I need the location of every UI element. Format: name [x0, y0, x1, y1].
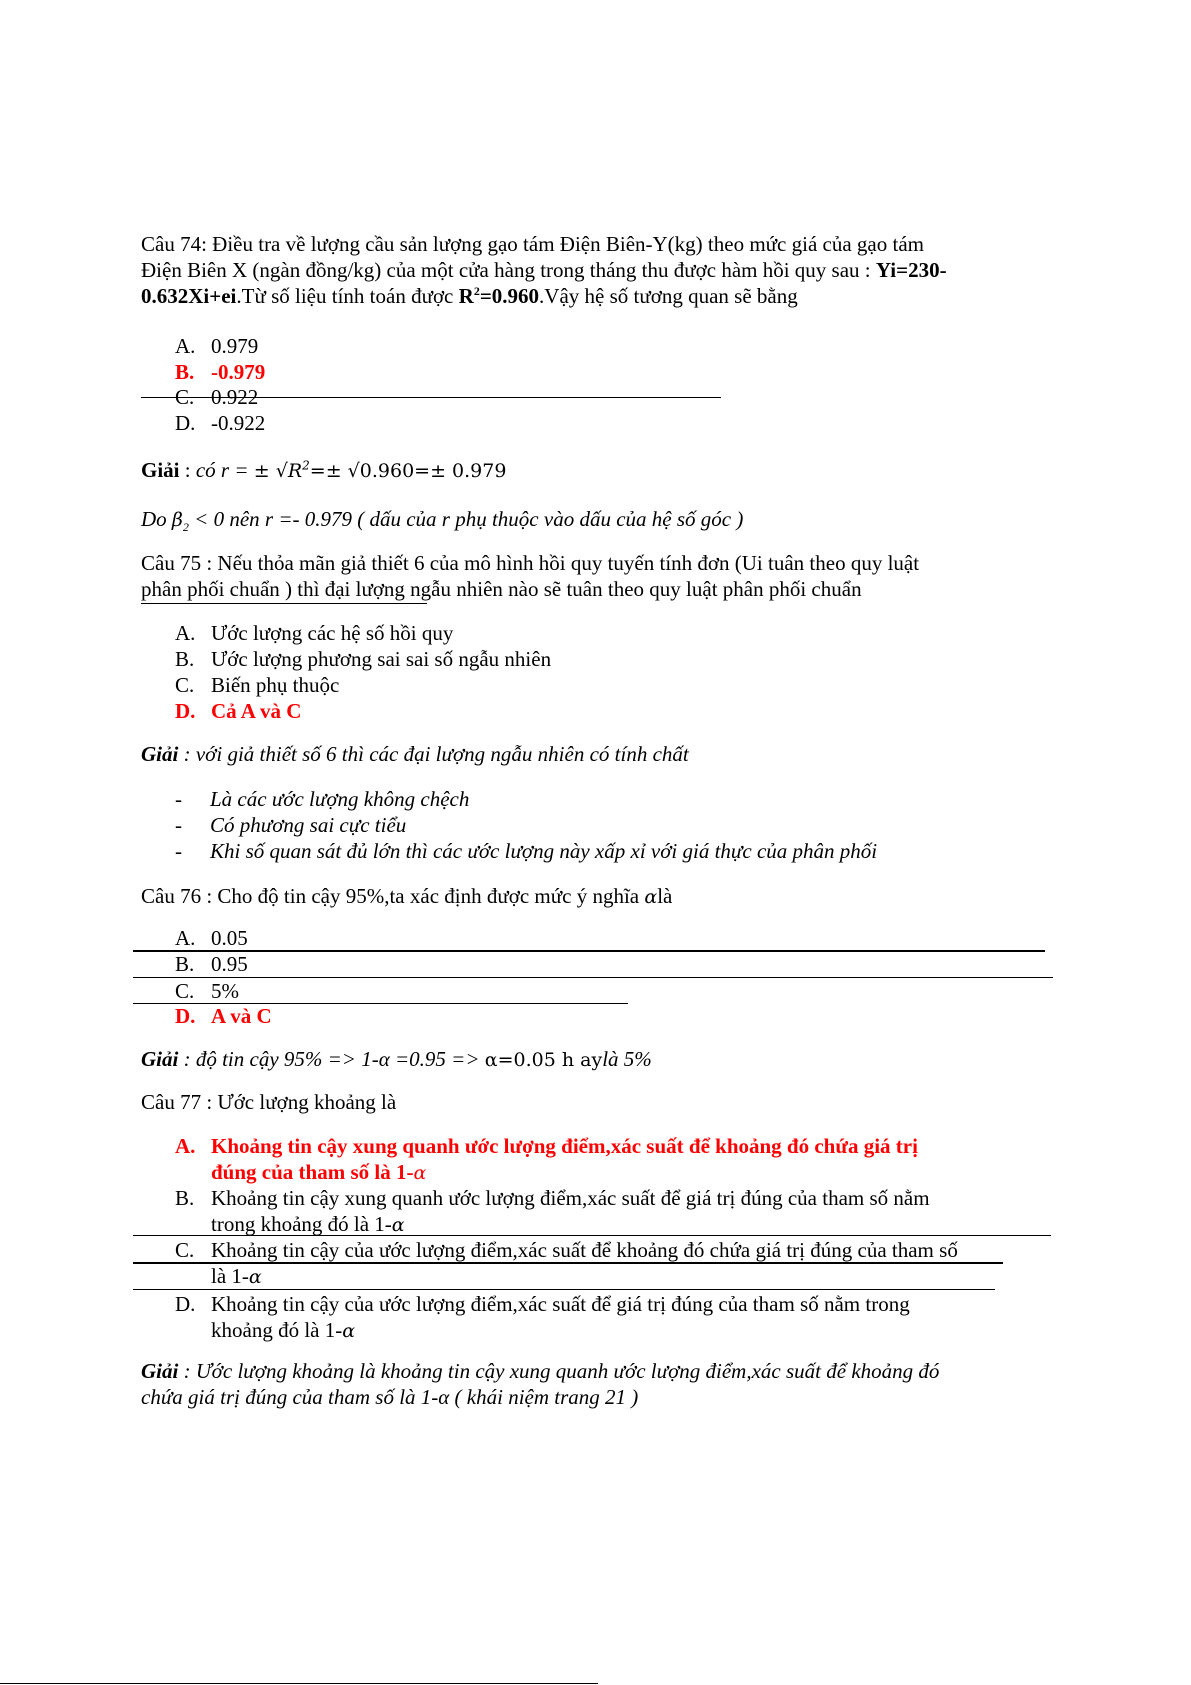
option-label: A. [175, 1134, 196, 1158]
q77-stem: Câu 77 : Ước lượng khoảng là [141, 1090, 397, 1114]
alpha-symbol: α [644, 886, 658, 908]
option-text: -0.979 [211, 360, 266, 384]
solution-text: : với giả thiết số 6 thì các đại lượng ngẫu nhiên có tính chất [178, 742, 689, 766]
option-label: A. [175, 621, 196, 645]
alpha-symbol: α [342, 1320, 356, 1342]
q74-stem-text: Điện Biên X (ngàn đồng/kg) của một cửa hàng trong tháng thu được hàm hồi quy sau : [141, 258, 876, 282]
q76-option-d-correct[interactable] [175, 1003, 272, 1029]
option-label: C. [175, 1238, 195, 1262]
solution-label: Giải [141, 1359, 179, 1383]
option-label: A. [175, 926, 196, 950]
q74-stem-line3 [141, 283, 1041, 309]
q77-option-a-correct[interactable] [175, 1133, 1055, 1186]
solution-formula: α=0.05 h ay [484, 1049, 603, 1071]
solution-text: : Ước lượng khoảng là khoảng tin cậy xung quanh ước lượng điểm,xác suất để khoảng đó [178, 1359, 940, 1383]
option-text: 0.922 [211, 385, 259, 409]
q77-solution-line2: chứa giá trị đúng của tham số là 1-α ( khái niệm trang 21 ) [141, 1385, 639, 1409]
q76-option-b[interactable] [175, 951, 248, 977]
beta-subscript: 2 [182, 520, 189, 535]
note-text: < 0 nên r =- 0.979 ( dấu của r phụ thuộc vào dấu của hệ số góc ) [188, 507, 744, 531]
option-text-line1: Khoảng tin cậy của ước lượng điểm,xác suất để khoảng đó chứa giá trị đúng của tham số [211, 1238, 958, 1262]
bullet-text: Là các ước lượng không chệch [210, 787, 470, 811]
q74-option-a[interactable] [175, 333, 258, 359]
horizontal-rule [133, 1289, 995, 1290]
q75-bullet-3 [175, 838, 877, 864]
option-text: A và C [211, 1004, 272, 1028]
horizontal-rule [141, 397, 721, 398]
option-label: D. [175, 1004, 196, 1028]
q75-stem-line1: Câu 75 : Nếu thỏa mãn giả thiết 6 của mô hình hồi quy tuyến tính đơn (Ui tuân theo quy luật [141, 551, 920, 575]
q74-solution [141, 457, 1041, 484]
option-text-line1: Khoảng tin cậy xung quanh ước lượng điểm,xác suất để khoảng đó chứa giá trị [211, 1134, 918, 1158]
option-label: B. [175, 952, 195, 976]
r-symbol: R [458, 284, 474, 308]
option-text: 0.979 [211, 334, 259, 358]
q74-stem-line1: Câu 74: Điều tra về lượng cầu sản lượng gạo tám Điện Biên-Y(kg) theo mức giá của gạo tám [141, 232, 924, 256]
q74-equation-part2: 0.632Xi+ei [141, 284, 237, 308]
q74-stem-mid: .Từ số liệu tính toán được [236, 284, 459, 308]
solution-label: Giải [141, 1047, 179, 1071]
option-text-line1: Khoảng tin cậy của ước lượng điểm,xác suất để giá trị đúng của tham số nằm trong [211, 1292, 910, 1316]
q74-stem-end: .Vậy hệ số tương quan sẽ bằng [539, 284, 798, 308]
formula-exponent: 2 [302, 458, 310, 473]
option-text: -0.922 [211, 411, 266, 435]
formula-part: =± √0.960=± 0.979 [309, 460, 507, 482]
option-text-line2: đúng của tham số là 1- [211, 1160, 414, 1184]
option-label: B. [175, 647, 195, 671]
option-text-line2: là 1- [211, 1264, 249, 1288]
r-value: =0.960 [479, 284, 540, 308]
alpha-symbol: α [391, 1214, 405, 1236]
option-label: C. [175, 979, 195, 1003]
stem-text: là [657, 884, 673, 908]
option-text: Ước lượng phương sai sai số ngẫu nhiên [211, 647, 552, 671]
page-bottom-rule [0, 1683, 598, 1684]
option-label: C. [175, 673, 195, 697]
bullet-dash: - [175, 787, 182, 811]
option-text: 0.05 [211, 926, 248, 950]
q74-equation-part1: Yi=230- [875, 258, 947, 282]
formula-part: ± √R [253, 460, 303, 482]
option-text [211, 1133, 1055, 1186]
q74-stem-line2 [141, 257, 1041, 283]
option-text-line1: Khoảng tin cậy xung quanh ước lượng điểm,xác suất để giá trị đúng của tham số nằm [211, 1186, 930, 1210]
q77-option-d[interactable] [175, 1291, 1055, 1344]
horizontal-rule [133, 950, 1045, 952]
solution-text: có r = [195, 458, 254, 482]
option-text-line2: trong khoảng đó là 1- [211, 1212, 392, 1236]
option-label: B. [175, 360, 195, 384]
solution-text: là 5% [602, 1047, 652, 1071]
q75-solution [141, 741, 1041, 767]
q76-option-a[interactable] [175, 925, 248, 951]
option-label: C. [175, 385, 195, 409]
option-text-line2: khoảng đó là 1- [211, 1318, 343, 1342]
solution-label: Giải [141, 458, 180, 482]
option-label: D. [175, 699, 196, 723]
note-text: Do [141, 507, 172, 531]
q76-solution [141, 1046, 1041, 1073]
option-label: A. [175, 334, 196, 358]
option-text: 0.95 [211, 952, 248, 976]
stem-text: Câu 76 : Cho độ tin cậy 95%,ta xác định được mức ý nghĩa [141, 884, 645, 908]
q76-stem [141, 883, 1041, 910]
horizontal-rule [133, 1262, 1003, 1264]
beta-symbol: β [171, 509, 183, 531]
q74-option-d[interactable] [175, 410, 265, 436]
horizontal-rule [133, 1235, 1051, 1236]
solution-text: : độ tin cậy 95% => 1-α =0.95 => [178, 1047, 485, 1071]
r-exponent: 2 [473, 284, 480, 298]
option-text [211, 1291, 1055, 1344]
q77-option-b[interactable] [175, 1185, 1055, 1238]
option-text: Biến phụ thuộc [211, 673, 340, 697]
option-text [211, 1185, 1055, 1238]
q74-r-squared [459, 284, 539, 308]
solution-formula [254, 460, 507, 482]
q75-option-a[interactable] [175, 620, 453, 646]
q75-option-d-correct[interactable] [175, 698, 301, 724]
q74-option-b-correct[interactable] [175, 359, 265, 385]
option-label: B. [175, 1186, 195, 1210]
option-text: Ước lượng các hệ số hồi quy [211, 621, 454, 645]
option-label: D. [175, 1292, 196, 1316]
q75-option-b[interactable] [175, 646, 551, 672]
bullet-dash: - [175, 813, 182, 837]
q75-stem-line2: phân phối chuẩn ) thì đại lượng ngẫu nhiên nào sẽ tuân theo quy luật phân phối chuẩn [141, 577, 862, 601]
alpha-symbol: α [413, 1162, 427, 1184]
solution-label: Giải [141, 742, 179, 766]
horizontal-rule [141, 603, 427, 604]
option-label: D. [175, 411, 196, 435]
alpha-symbol: α [248, 1266, 262, 1288]
bullet-dash: - [175, 839, 182, 863]
q75-bullet-2 [175, 812, 406, 838]
q75-option-c[interactable] [175, 672, 339, 698]
q76-option-c[interactable] [175, 978, 239, 1004]
q75-bullet-1 [175, 786, 469, 812]
bullet-text: Khi số quan sát đủ lớn thì các ước lượng này xấp xỉ với giá thực của phân phối [210, 839, 878, 863]
solution-sep: : [179, 458, 196, 482]
horizontal-rule [133, 977, 1053, 978]
option-text: 5% [211, 979, 239, 1003]
bullet-text: Có phương sai cực tiểu [210, 813, 407, 837]
q74-note [141, 506, 1041, 533]
option-text: Cả A và C [211, 699, 302, 723]
q77-solution-line1 [141, 1358, 1041, 1384]
